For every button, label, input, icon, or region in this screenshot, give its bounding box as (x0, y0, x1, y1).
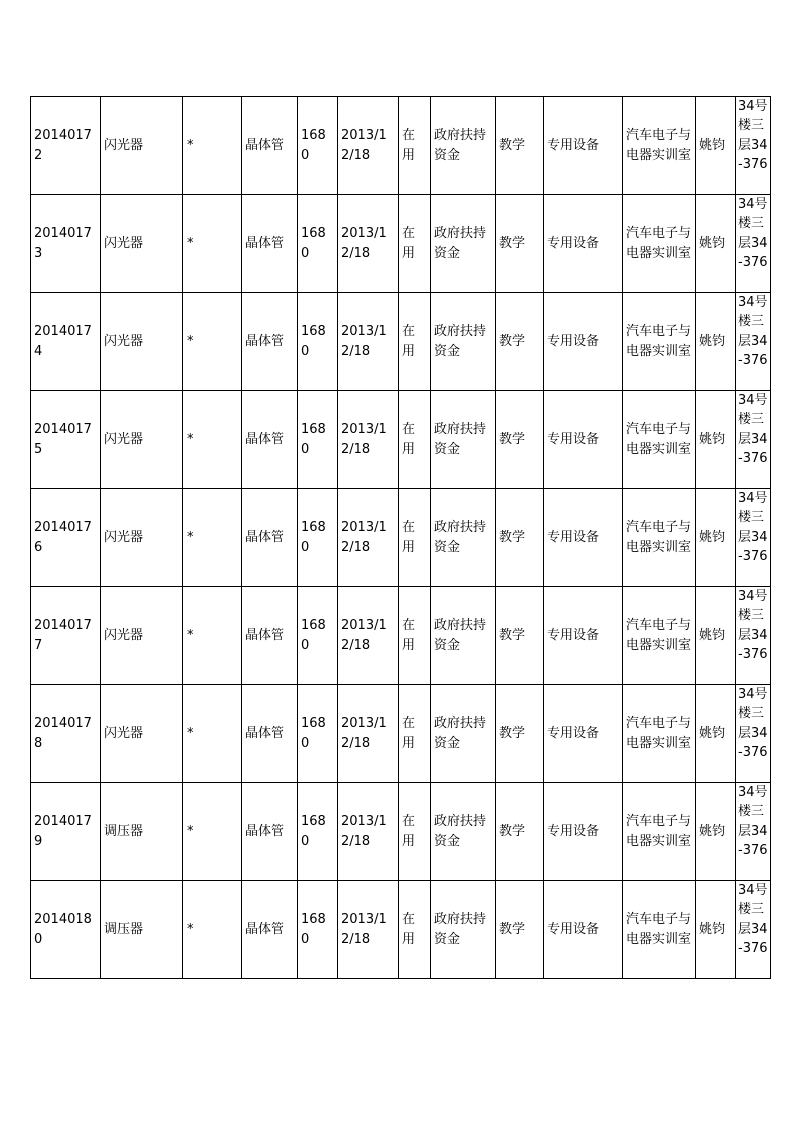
asset-price-cell: 1680 (298, 195, 338, 293)
asset-category-cell: 专用设备 (544, 587, 623, 685)
asset-status-cell: 在用 (399, 293, 431, 391)
asset-model-cell: 晶体管 (242, 881, 298, 979)
keeper-cell: 姚钧 (696, 783, 736, 881)
asset-price-cell: 1680 (298, 97, 338, 195)
asset-id-cell: 20140177 (31, 587, 101, 685)
purchase-date-cell: 2013/12/18 (338, 587, 399, 685)
department-cell: 汽车电子与电器实训室 (623, 97, 696, 195)
fund-source-cell: 政府扶持资金 (431, 783, 496, 881)
keeper-cell: 姚钧 (696, 391, 736, 489)
keeper-cell: 姚钧 (696, 97, 736, 195)
fund-source-cell: 政府扶持资金 (431, 881, 496, 979)
asset-price-cell: 1680 (298, 489, 338, 587)
table-row (31, 881, 771, 979)
asset-model-cell: 晶体管 (242, 783, 298, 881)
asset-name-cell: 闪光器 (101, 685, 183, 783)
asset-model-cell: 晶体管 (242, 587, 298, 685)
department-cell: 汽车电子与电器实训室 (623, 881, 696, 979)
asset-model-cell: 晶体管 (242, 685, 298, 783)
fund-source-cell: 政府扶持资金 (431, 685, 496, 783)
location-cell: 34号楼三层34-376 (736, 587, 771, 685)
asset-status-cell: 在用 (399, 587, 431, 685)
asset-name-cell: 闪光器 (101, 97, 183, 195)
keeper-cell: 姚钧 (696, 881, 736, 979)
usage-cell: 教学 (496, 195, 544, 293)
asset-table-body (31, 97, 771, 979)
asset-name-cell: 调压器 (101, 783, 183, 881)
table-row (31, 391, 771, 489)
fund-source-cell: 政府扶持资金 (431, 293, 496, 391)
asset-status-cell: 在用 (399, 489, 431, 587)
keeper-cell: 姚钧 (696, 195, 736, 293)
asset-name-cell: 调压器 (101, 881, 183, 979)
location-cell: 34号楼三层34-376 (736, 97, 771, 195)
table-row (31, 195, 771, 293)
asset-status-cell: 在用 (399, 783, 431, 881)
asset-category-cell: 专用设备 (544, 391, 623, 489)
asset-id-cell: 20140178 (31, 685, 101, 783)
asset-category-cell: 专用设备 (544, 195, 623, 293)
usage-cell: 教学 (496, 587, 544, 685)
asset-id-cell: 20140176 (31, 489, 101, 587)
usage-cell: 教学 (496, 489, 544, 587)
usage-cell: 教学 (496, 783, 544, 881)
location-cell: 34号楼三层34-376 (736, 685, 771, 783)
location-cell: 34号楼三层34-376 (736, 195, 771, 293)
department-cell: 汽车电子与电器实训室 (623, 195, 696, 293)
asset-id-cell: 20140172 (31, 97, 101, 195)
usage-cell: 教学 (496, 391, 544, 489)
fund-source-cell: 政府扶持资金 (431, 489, 496, 587)
table-row (31, 783, 771, 881)
asset-category-cell: 专用设备 (544, 881, 623, 979)
usage-cell: 教学 (496, 881, 544, 979)
asset-id-cell: 20140173 (31, 195, 101, 293)
asset-id-cell: 20140174 (31, 293, 101, 391)
table-row (31, 293, 771, 391)
usage-cell: 教学 (496, 97, 544, 195)
department-cell: 汽车电子与电器实训室 (623, 391, 696, 489)
keeper-cell: 姚钧 (696, 587, 736, 685)
fund-source-cell: 政府扶持资金 (431, 391, 496, 489)
asset-model-cell: 晶体管 (242, 195, 298, 293)
asset-price-cell: 1680 (298, 391, 338, 489)
asset-status-cell: 在用 (399, 881, 431, 979)
asset-mark-cell: * (183, 783, 242, 881)
table-row (31, 97, 771, 195)
asset-category-cell: 专用设备 (544, 489, 623, 587)
asset-mark-cell: * (183, 489, 242, 587)
fund-source-cell: 政府扶持资金 (431, 195, 496, 293)
location-cell: 34号楼三层34-376 (736, 293, 771, 391)
asset-name-cell: 闪光器 (101, 489, 183, 587)
asset-model-cell: 晶体管 (242, 391, 298, 489)
purchase-date-cell: 2013/12/18 (338, 195, 399, 293)
asset-mark-cell: * (183, 685, 242, 783)
asset-status-cell: 在用 (399, 391, 431, 489)
purchase-date-cell: 2013/12/18 (338, 293, 399, 391)
asset-model-cell: 晶体管 (242, 97, 298, 195)
asset-id-cell: 20140180 (31, 881, 101, 979)
department-cell: 汽车电子与电器实训室 (623, 783, 696, 881)
keeper-cell: 姚钧 (696, 293, 736, 391)
asset-mark-cell: * (183, 293, 242, 391)
asset-price-cell: 1680 (298, 587, 338, 685)
asset-model-cell: 晶体管 (242, 293, 298, 391)
department-cell: 汽车电子与电器实训室 (623, 489, 696, 587)
asset-price-cell: 1680 (298, 685, 338, 783)
table-row (31, 685, 771, 783)
asset-status-cell: 在用 (399, 685, 431, 783)
asset-price-cell: 1680 (298, 783, 338, 881)
department-cell: 汽车电子与电器实训室 (623, 685, 696, 783)
asset-id-cell: 20140175 (31, 391, 101, 489)
asset-price-cell: 1680 (298, 881, 338, 979)
asset-name-cell: 闪光器 (101, 391, 183, 489)
location-cell: 34号楼三层34-376 (736, 783, 771, 881)
location-cell: 34号楼三层34-376 (736, 881, 771, 979)
asset-mark-cell: * (183, 881, 242, 979)
location-cell: 34号楼三层34-376 (736, 391, 771, 489)
asset-mark-cell: * (183, 391, 242, 489)
asset-mark-cell: * (183, 195, 242, 293)
asset-id-cell: 20140179 (31, 783, 101, 881)
purchase-date-cell: 2013/12/18 (338, 97, 399, 195)
purchase-date-cell: 2013/12/18 (338, 783, 399, 881)
asset-status-cell: 在用 (399, 195, 431, 293)
purchase-date-cell: 2013/12/18 (338, 489, 399, 587)
keeper-cell: 姚钧 (696, 489, 736, 587)
department-cell: 汽车电子与电器实训室 (623, 587, 696, 685)
keeper-cell: 姚钧 (696, 685, 736, 783)
purchase-date-cell: 2013/12/18 (338, 391, 399, 489)
asset-name-cell: 闪光器 (101, 195, 183, 293)
asset-model-cell: 晶体管 (242, 489, 298, 587)
purchase-date-cell: 2013/12/18 (338, 685, 399, 783)
location-cell: 34号楼三层34-376 (736, 489, 771, 587)
asset-mark-cell: * (183, 587, 242, 685)
asset-category-cell: 专用设备 (544, 97, 623, 195)
asset-name-cell: 闪光器 (101, 587, 183, 685)
asset-status-cell: 在用 (399, 97, 431, 195)
table-row (31, 489, 771, 587)
department-cell: 汽车电子与电器实训室 (623, 293, 696, 391)
usage-cell: 教学 (496, 293, 544, 391)
table-row (31, 587, 771, 685)
asset-mark-cell: * (183, 97, 242, 195)
asset-price-cell: 1680 (298, 293, 338, 391)
asset-category-cell: 专用设备 (544, 685, 623, 783)
asset-table (30, 96, 771, 979)
purchase-date-cell: 2013/12/18 (338, 881, 399, 979)
asset-category-cell: 专用设备 (544, 293, 623, 391)
usage-cell: 教学 (496, 685, 544, 783)
asset-name-cell: 闪光器 (101, 293, 183, 391)
asset-category-cell: 专用设备 (544, 783, 623, 881)
fund-source-cell: 政府扶持资金 (431, 587, 496, 685)
fund-source-cell: 政府扶持资金 (431, 97, 496, 195)
